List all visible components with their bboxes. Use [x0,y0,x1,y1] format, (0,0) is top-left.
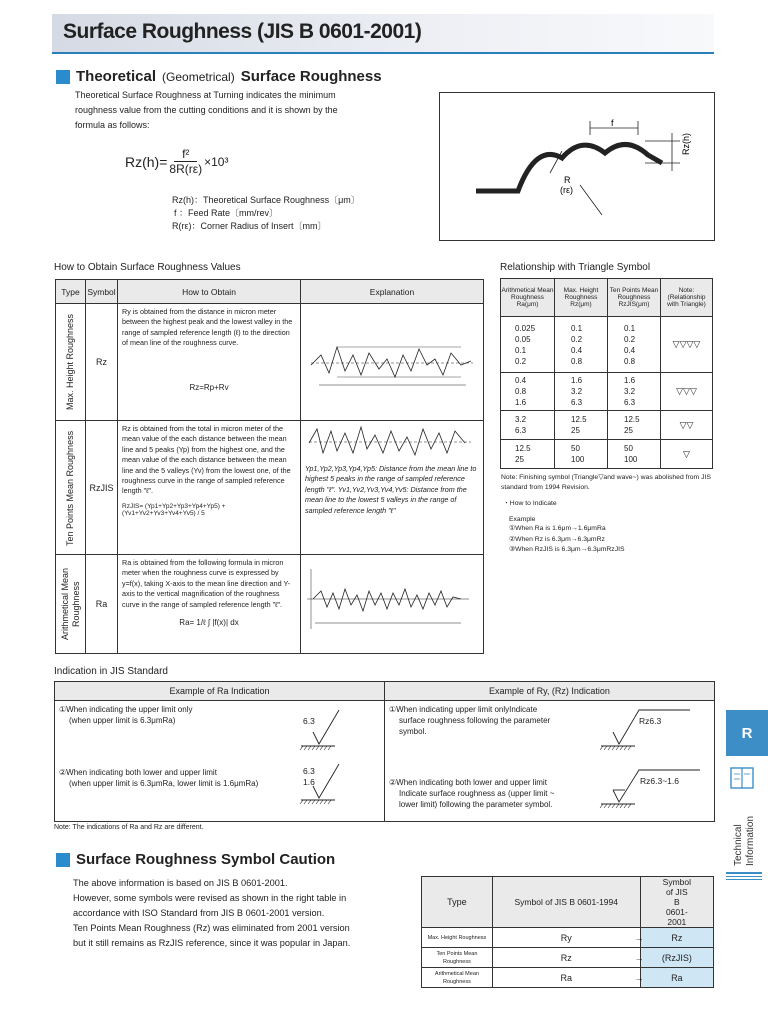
surface-symbol-icon [595,708,695,752]
example-1: ①When Ra is 1.6μm→1.6μmRa [509,525,606,532]
row1-symbol: Rz [86,304,118,421]
jis-left-header: Example of Ra Indication [55,682,385,701]
example-3: ③When RzJIS is 6.3μm→6.3μmRzJIS [509,546,625,553]
caution-header-type: Type [422,877,493,928]
symbol-caution-table [421,876,714,988]
obtain-header-type: Type [56,280,86,304]
row1-formula: Rz=Rp+Rv [189,382,229,392]
section-heading-caution [56,851,335,868]
triangle-title: Relationship with Triangle Symbol [500,262,651,273]
sidebar-label: Technical Information [733,815,756,866]
caution-heading: Surface Roughness Symbol Caution [76,851,336,868]
def-rz: Rz(h)：Theoretical Surface Roughness〔μm〕 [172,195,360,205]
section-heading-theoretical [56,68,382,85]
example-2: ②When Rz is 6.3μm→6.3μmRz [509,535,605,543]
table-row: Ten Points Mean Roughness Rz → (RzJIS) [422,948,714,968]
row2-symbol: RzJIS [86,421,118,555]
section-marker-icon [56,70,70,84]
tri-symbol-2: ▽▽ [661,411,713,440]
table-row: 3.2 6.3 12.5 25 12.5 25 ▽▽ [501,411,713,440]
arithmetic-curve [301,559,476,644]
formula-tail: ×10³ [204,154,229,169]
sidebar-divider [726,876,762,877]
surface-symbol-icon [295,708,355,752]
tri-symbol-4: ▽▽▽▽ [661,317,713,373]
ra-symbol-upper: 6.3 [303,716,315,726]
surface-symbol-icon [595,766,705,812]
page-title: Surface Roughness (JIS B 0601-2001) [63,20,422,43]
formula-denominator: 8R(rε) [169,162,203,176]
triangle-table [500,278,713,469]
table-row: Max. Height Roughness Ry → Rz [422,928,714,948]
jis-right-item-2: ②When indicating both lower and upper limit Indicate surface roughness as (upper limit ~ lower limit) following the parameter symbol. [389,778,555,809]
max-height-curve [301,325,481,395]
row3-type: Arithmetical Mean Roughness [59,567,81,641]
tri-symbol-3: ▽▽▽ [661,373,713,411]
sidebar-tab-r[interactable]: R [726,710,768,756]
row2-formula: RzJIS= (Yp1+Yp2+Yp3+Yp4+Yp5) + (Yv1+Yv2+Yv3+Yv4+Yv5) / 5 [122,502,226,517]
sidebar-divider [726,879,762,880]
caution-header-new: Symbol of JIS B 0601-2001 [640,877,713,928]
formula-definitions [172,194,360,233]
jis-right-item-1: ①When indicating upper limit onlyIndicate surface roughness following the parameter symbol. [389,705,551,736]
row1-explanation [301,304,484,421]
jis-right-header: Example of Ry, (Rz) Indication [385,682,714,701]
row1-how: Ry is obtained from the distance in micron meter between the highest peak and the lowest valley in the range of sampled reference length (ℓ) to the direction of mean line of the roughness curve. [122,307,293,348]
jis-box [54,681,715,822]
obtain-header-how: How to Obtain [118,280,301,304]
def-f: f ：Feed Rate〔mm/rev〕 [174,208,279,218]
jis-note: Note: The indications of Ra and Rz are different. [54,824,204,831]
table-row: 12.5 25 50 100 50 100 ▽ [501,440,713,469]
obtain-header-symbol: Symbol [86,280,118,304]
intro-line-1: Theoretical Surface Roughness at Turning indicates the minimum [75,90,336,100]
heading-bold-1: Theoretical [76,68,157,85]
tri-symbol-1: ▽ [661,440,713,469]
heading-bold-2: Surface Roughness [240,68,382,85]
obtain-header-explanation: Explanation [301,280,484,304]
formula-lhs: Rz(h)= [125,153,168,170]
row3-formula: Ra= 1/ℓ ∫ |f(x)| dx [179,618,239,628]
ra-symbol-both: 6.3 1.6 [303,766,315,787]
triangle-note: Note: Finishing symbol (Triangle▽and wave~) was abolished from JIS standard from 1994 Revision. [501,474,711,491]
def-r: R(rε)：Corner Radius of Insert〔mm〕 [172,221,327,231]
diagram-label-f: f [611,118,614,128]
obtain-title: How to Obtain Surface Roughness Values [54,262,241,273]
example-list [509,524,625,556]
tri-header-ra: Arithmetical Mean Roughness Ra(μm) [501,279,555,317]
caution-text: The above information is based on JIS B 0601-2001. However, some symbols were revised as shown in the right table in accordance with ISO Standard from JIS B 0601-2001 version. Ten Points Mean Roughness (Rz) was eliminated from 2001 version but it still remains as RzJIS reference, since it was popular in Japan. [73,878,351,948]
how-to-indicate-title: ・How to Indicate [503,500,557,507]
book-icon [728,764,756,792]
section-marker-icon [56,853,70,867]
jis-left-item-2: ②When indicating both lower and upper limit (when upper limit is 6.3μmRa, lower limit is 1.6μmRa) [59,768,259,788]
row3-explanation [301,555,484,654]
tri-header-note: Note: (Relationship with Triangle) [661,279,713,317]
table-row [56,421,484,555]
diagram-label-rz: Rz(h) [681,133,691,155]
diagram-label-re: (rε) [560,185,574,195]
table-row: 0.4 0.8 1.6 1.6 3.2 6.3 1.6 3.2 6.3 ▽▽▽ [501,373,713,411]
sidebar-divider [726,872,762,874]
formula-numerator: f² [174,147,197,162]
row3-symbol: Ra [86,555,118,654]
row2-explanation: Yp1,Yp2,Yp3,Yp4,Yp5: Distance from the mean line to highest 5 peaks in the range of sampled reference length "ℓ". Yv1,Yv2,Yv3,Yv4,Yv5: Distance from the mean line to the lowest 5 valleys in the range of sampled reference length "ℓ" [305,464,477,515]
row2-type: Ten Points Mean Roughness [65,429,75,546]
table-row [56,304,484,421]
caution-header-old: Symbol of JIS B 0601-1994 [492,877,640,928]
row3-how: Ra is obtained from the following formula in micron meter when the roughness curve is expressed by y=f(x), taking X-axis to the mean line direction and Y-axis to the vertical magnification of the roughness curve in the range of sampled reference length "ℓ". [122,558,290,609]
surface-symbol-icon [295,762,355,806]
table-row: 0.025 0.05 0.1 0.2 0.1 0.2 0.4 0.8 0.1 0.2 0.4 0.8 ▽▽▽▽ [501,317,713,373]
jis-title: Indication in JIS Standard [54,666,168,677]
ten-point-curve [305,423,475,459]
formula [125,147,228,176]
intro-line-2: roughness value from the cutting conditions and it is shown by the [75,105,338,115]
turning-diagram [439,92,715,241]
diagram-label-r: R [564,175,571,185]
table-row: Arithmetical Mean Roughness Ra → Ra [422,968,714,988]
row2-how: Rz is obtained from the total in micron meter of the mean value of the each distance between the mean line and 5 peaks (Yp) from the highest one, and the mean value of the each distance between the mean line and the 5 valleys (Yv) from the lowest one, of the roughness curve in the range of sampled reference length "ℓ". [122,424,291,496]
rz-symbol-both: Rz6.3~1.6 [640,776,679,786]
table-row [56,555,484,654]
rz-symbol-upper: Rz6.3 [639,716,662,726]
intro-text [75,88,415,133]
jis-left-item-1: ①When indicating the upper limit only (when upper limit is 6.3μmRa) [59,705,193,725]
obtain-table [55,279,484,654]
sidebar-label-wrap [724,800,766,866]
example-title: Example [509,516,536,523]
tri-header-rzjis: Ten Points Mean Roughness RzJIS(μm) [608,279,661,317]
heading-normal: (Geometrical) [162,69,235,84]
tri-header-rz: Max. Height Roughness Rz(μm) [555,279,608,317]
intro-line-3: formula as follows: [75,120,150,130]
row1-type: Max. Height Roughness [65,313,75,411]
